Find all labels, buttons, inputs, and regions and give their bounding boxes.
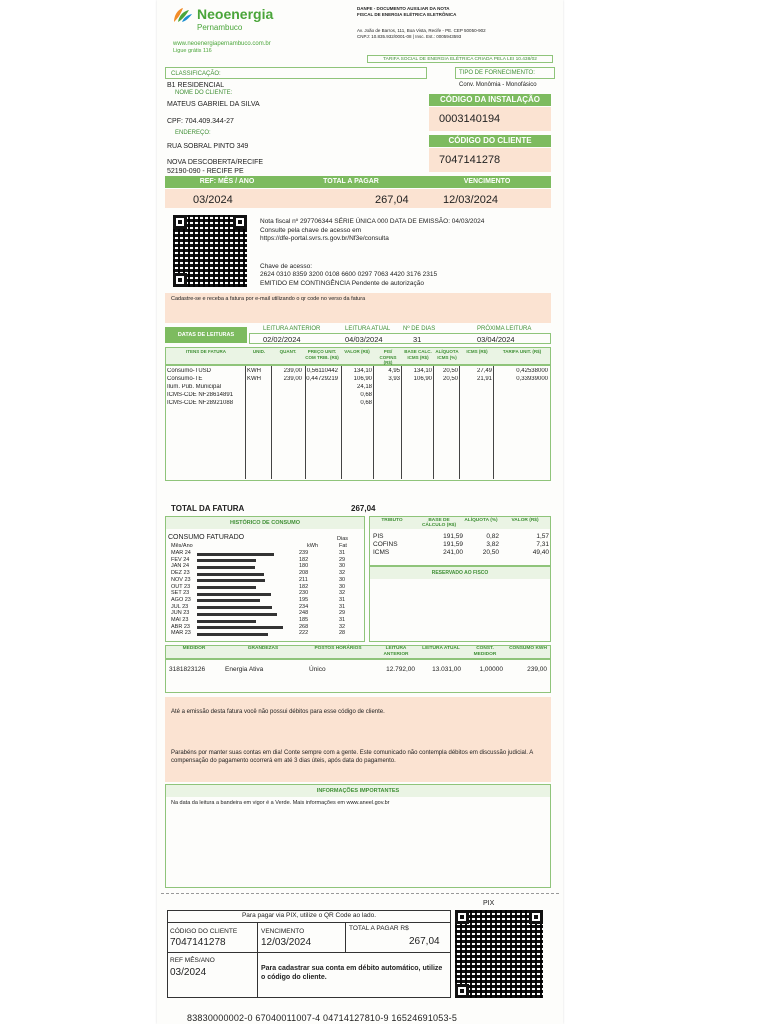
nf-line2: Consulte pela chave de acesso em [260, 227, 362, 234]
historico-bar [197, 566, 255, 569]
total-label: TOTAL A PAGAR [323, 178, 379, 185]
tributo-cell: 3,82 [486, 541, 499, 548]
codigo-cliente-value: 7047141278 [439, 154, 501, 166]
tributo-cell: ICMS [373, 549, 390, 556]
items-col-header: ITENS DE FATURA [186, 349, 226, 354]
stub-vdiv-2 [345, 922, 346, 952]
medidor-cell: 3181823126 [169, 666, 206, 673]
items-cell: 239,00 [283, 376, 302, 382]
items-col-divider [271, 366, 272, 479]
historico-dias: 30 [339, 563, 346, 570]
stub-total-label: TOTAL A PAGAR R$ [349, 925, 409, 932]
proxima-label: PRÓXIMA LEITURA [477, 326, 532, 332]
bandeira-notice: Na data da leitura a bandeira em vigor é a Verde. Mais informações em www.aneel.gov.br [171, 800, 390, 806]
danfe-line2: FISCAL DE ENERGIA ELÉTRICA ELETRÔNICA [357, 12, 457, 17]
chave-label: Chave de acesso: [260, 263, 313, 270]
historico-kwh: 234 [299, 603, 309, 610]
nome-value: MATEUS GABRIEL DA SILVA [167, 101, 260, 108]
medidor-col-header: MEDIDOR [182, 646, 206, 651]
tributo-col-header: VALOR (R$) [511, 518, 539, 523]
leitura-anterior-label: LEITURA ANTERIOR [263, 326, 321, 332]
historico-dias: 31 [339, 617, 346, 623]
tributo-col-header: TRIBUTO [381, 518, 403, 523]
tributos-header [370, 517, 550, 529]
mes-ano-label: Mês/Ano [171, 543, 193, 549]
items-col-header: ALÍQUOTA ICMS (%) [435, 349, 459, 360]
items-cell: ICMS-CDE NF28614891 [167, 392, 234, 398]
nf-url[interactable]: https://dfe-portal.svrs.rs.gov.br/Nf3e/consulta [260, 235, 389, 242]
total-fatura-value: 267,04 [351, 504, 376, 513]
items-cell: 134,10 [413, 368, 432, 374]
historico-dias: 29 [339, 610, 346, 617]
proxima-value: 03/04/2024 [477, 335, 515, 344]
items-cell: KWH [247, 368, 261, 374]
brand-logo [171, 6, 193, 29]
tributo-col-header: BASE DE CÁLCULO (R$) [421, 518, 457, 528]
tributo-cell: 1,57 [536, 533, 549, 540]
tributo-cell: 49,40 [532, 549, 549, 556]
items-cell: 0,56110442 [306, 368, 338, 374]
total-fatura-label: TOTAL DA FATURA [171, 504, 245, 513]
items-col-header: QUANT. [279, 349, 297, 354]
tributo-cell: 191,59 [443, 541, 463, 548]
ref-value: 03/2024 [193, 194, 233, 206]
cut-line [161, 893, 559, 894]
medidor-header [165, 645, 551, 659]
items-cell: 106,90 [353, 376, 372, 382]
leitura-anterior-value: 02/02/2024 [263, 335, 301, 344]
historico-bar [197, 559, 256, 562]
kwh-label: kWh [307, 543, 318, 549]
dias-label: Nº DE DIAS [403, 326, 436, 332]
leitura-atual-label: LEITURA ATUAL [345, 326, 391, 332]
stub-divider-2 [167, 952, 451, 953]
info-title: INFORMAÇÕES IMPORTANTES [166, 785, 550, 797]
stub-venc-value: 12/03/2024 [261, 937, 312, 948]
items-cell: Consumo-TUSD [167, 368, 212, 374]
items-col-header: PIS/ COFINS (R$) [379, 349, 397, 365]
historico-kwh: 180 [299, 563, 309, 570]
items-cell: Consumo-TE [167, 376, 203, 382]
venc-label: VENCIMENTO [463, 178, 511, 185]
tipo-value: Conv. Monômia - Monofásico [459, 82, 537, 88]
items-cell: 3,93 [388, 376, 400, 382]
pix-label: PIX [483, 900, 495, 907]
historico-title: HISTÓRICO DE CONSUMO [166, 517, 364, 529]
codigo-instalacao-label: CÓDIGO DA INSTALAÇÃO [429, 94, 551, 106]
items-col-header: VALOR (R$) [344, 349, 370, 354]
historico-month: JUL 23 [171, 603, 189, 610]
items-cell: 27,49 [476, 368, 492, 374]
ref-label: REF: MÊS / ANO [199, 178, 255, 185]
historico-month: FEV 24 [171, 556, 190, 563]
historico-dias: 32 [339, 590, 346, 597]
fisco-label: RESERVADO AO FISCO [370, 567, 550, 579]
items-cell: 21,91 [476, 376, 492, 382]
nome-label: NOME DO CLIENTE: [175, 90, 233, 96]
historico-bar [197, 573, 264, 576]
items-col-divider [493, 366, 494, 479]
historico-dias: 29 [339, 556, 346, 563]
medidor-col-header: CONSUMO KWH [509, 646, 547, 651]
historico-kwh: 211 [299, 576, 308, 583]
consumo-faturado-label: CONSUMO FATURADO [168, 534, 245, 541]
historico-month: SET 23 [171, 590, 190, 597]
items-cell: 0,33939000 [516, 376, 548, 382]
items-cell: Ilum. Púb. Municipal [167, 384, 222, 390]
historico-bar [197, 579, 265, 582]
tipo-label: TIPO DE FORNECIMENTO: [459, 70, 535, 76]
medidor-col-header: LEITURA ATUAL [422, 646, 460, 651]
historico-kwh: 195 [299, 596, 309, 603]
historico-kwh: 239 [299, 550, 309, 556]
tributo-cell: 241,00 [443, 549, 463, 556]
historico-bar [197, 606, 272, 609]
medidor-col-header: LEITURA ANTERIOR [383, 646, 409, 657]
historico-dias: 32 [339, 570, 346, 577]
items-cell: 239,00 [283, 368, 302, 374]
items-cell: 0,68 [360, 400, 372, 406]
venc-value: 12/03/2024 [443, 194, 499, 206]
phone: Ligue grátis 116 [173, 48, 212, 54]
historico-month: MAR 24 [171, 550, 191, 556]
items-cell: 4,95 [388, 368, 400, 374]
items-header [165, 349, 551, 363]
brand-sub: Pernambuco [197, 23, 243, 32]
medidor-cell: Único [309, 666, 326, 673]
stub-ref-label: REF MÊS/ANO [170, 957, 215, 964]
stub-box [167, 910, 451, 998]
historico-dias: 30 [339, 583, 346, 590]
historico-month: JUN 23 [171, 610, 190, 617]
invoice-page [157, 0, 563, 1024]
stub-venc-label: VENCIMENTO [261, 928, 305, 935]
tributo-col-header: ALÍQUOTA (%) [464, 518, 498, 523]
historico-kwh: 222 [299, 630, 309, 637]
datas-label: DATAS DE LEITURAS [165, 327, 247, 343]
historico-kwh: 208 [299, 570, 309, 577]
medidor-cell: 239,00 [527, 666, 547, 673]
stub-vdiv-3 [257, 952, 258, 998]
stub-debito-notice: Para cadastrar sua conta em débito automático, utilize o código do cliente. [261, 965, 443, 981]
items-cell: 0,42538000 [516, 368, 548, 374]
classificacao-value: B1 RESIDENCIAL [167, 82, 225, 89]
danfe-line1: DANFE - DOCUMENTO AUXILIAR DA NOTA [357, 6, 450, 11]
historico-month: ABR 23 [171, 623, 190, 630]
historico-month: AGO 23 [171, 596, 191, 603]
barcode-digits[interactable]: 83830000002-0 67040011007-4 04714127810-9 16524691053-5 [187, 1013, 458, 1023]
historico-kwh: 230 [299, 590, 309, 597]
email-notice: Cadastre-se e receba a fatura por e-mail utilizando o qr code no verso da fatura [171, 296, 366, 302]
nf-qr-code[interactable] [173, 215, 247, 287]
items-cell: 106,90 [413, 376, 432, 382]
dias-value: 31 [413, 335, 422, 344]
medidor-col-header: CONST. MEDIDOR [473, 646, 497, 657]
pix-qr-code[interactable] [455, 910, 543, 998]
cpf-value: CPF: 704.409.344-27 [167, 118, 234, 125]
stub-vdiv-1 [257, 922, 258, 952]
items-col-divider [401, 366, 402, 479]
medidor-cell: Energia Ativa [225, 666, 264, 673]
tributo-cell: COFINS [373, 541, 398, 548]
items-cell: 0,44729219 [306, 376, 338, 382]
leaf-icon [171, 6, 193, 24]
pix-notice: Para pagar via PIX, utilize o QR Code ao lado. [241, 912, 377, 919]
stub-divider-1 [167, 922, 451, 923]
historico-month: OUT 23 [171, 583, 191, 590]
historico-bar [197, 599, 260, 602]
historico-kwh: 182 [299, 583, 309, 590]
items-col-divider [433, 366, 434, 479]
historico-month: MAI 23 [171, 617, 189, 623]
historico-month: NOV 23 [171, 576, 191, 583]
items-col-header: BASE CALC. ICMS (R$) [404, 349, 432, 360]
items-cell: 20,50 [442, 368, 458, 374]
debitos-notice: Até a emissão desta fatura você não possui débitos para esse código de cliente. [171, 709, 385, 715]
items-cell: 0,68 [360, 392, 372, 398]
contingencia: EMITIDO EM CONTINGÊNCIA Pendente de autorização [260, 280, 425, 287]
historico-kwh: 182 [299, 556, 309, 563]
historico-bar [197, 586, 256, 589]
items-cell: 134,10 [353, 368, 372, 374]
endereco-line1: RUA SOBRAL PINTO 349 [167, 143, 249, 150]
historico-dias: 31 [339, 603, 346, 610]
stub-total-value: 267,04 [409, 936, 440, 947]
stub-ref-value: 03/2024 [170, 967, 207, 978]
items-col-header: UNID. [252, 349, 266, 354]
historico-bar [197, 553, 274, 556]
parabens-notice: Parabéns por manter suas contas em dia! Conte sempre com a gente. Este comunicado não contempla débitos em discussão judicial. A compensação do pagamento ocorrerá em até 3 dias úteis, após data do pagamento. [171, 750, 533, 764]
items-col-header: ICMS (R$) [466, 349, 488, 354]
historico-month: JAN 24 [171, 563, 190, 570]
codigo-instalacao-value: 0003140194 [439, 113, 501, 125]
company-address: Av. João de Barros, 111, Boa Vista, Recife - PE. CEP 50050-902 [357, 28, 486, 33]
codigo-cliente-label: CÓDIGO DO CLIENTE [429, 135, 551, 147]
historico-bar [197, 633, 268, 636]
items-col-divider [459, 366, 460, 479]
historico-bar [197, 613, 277, 616]
stub-codigo-label: CÓDIGO DO CLIENTE [170, 928, 238, 935]
items-cell: 24,18 [356, 384, 372, 390]
stub-codigo-value: 7047141278 [170, 937, 226, 948]
medidor-cell: 1,00000 [479, 666, 503, 673]
chave-value: 2624 0310 8359 3200 0108 6600 0297 7063 4420 3176 2315 [260, 271, 438, 278]
endereco-line2: NOVA DESCOBERTA/RECIFE [167, 159, 264, 166]
historico-bar [197, 620, 256, 623]
items-col-header: TARIFA UNIT. (R$) [502, 349, 542, 354]
items-cell: KWH [247, 376, 261, 382]
tributo-cell: PIS [373, 533, 384, 540]
items-col-divider [373, 366, 374, 479]
tarifa-social: TARIFA SOCIAL DE ENERGIA ELÉTRICA CRIADA PELA LEI 10.438/02 [367, 55, 553, 63]
medidor-body [165, 659, 551, 693]
endereco-line3: 52190-090 - RECIFE PE [167, 168, 244, 175]
tributo-cell: 191,59 [443, 533, 463, 540]
historico-kwh: 248 [299, 610, 309, 617]
historico-dias: 31 [339, 550, 346, 556]
dias-col-label: Dias [337, 536, 349, 542]
medidor-col-header: POSTOS HORÁRIOS [314, 646, 362, 651]
tributo-cell: 20,50 [482, 549, 499, 556]
tributo-cell: 0,82 [486, 533, 499, 540]
items-cell: ICMS-CDE NF28921088 [167, 400, 234, 406]
historico-dias: 30 [339, 576, 346, 583]
historico-month: MAR 23 [171, 630, 191, 637]
medidor-cell: 13.031,00 [432, 666, 461, 673]
historico-dias: 28 [339, 630, 346, 637]
historico-kwh: 268 [299, 623, 309, 630]
historico-bar [197, 626, 283, 629]
historico-month: DEZ 23 [171, 570, 190, 577]
tributo-cell: 7,31 [536, 541, 549, 548]
website-link[interactable]: www.neoenergiapernambuco.com.br [173, 41, 271, 47]
items-col-header: PREÇO UNIT. COM TRIB. (R$) [305, 349, 339, 360]
medidor-cell: 12.792,00 [386, 666, 415, 673]
historico-dias: 32 [339, 623, 346, 630]
fat-col-label: Fat [339, 543, 347, 549]
historico-dias: 31 [339, 596, 346, 603]
brand-name: Neoenergia [197, 6, 274, 22]
company-cnpj: CNPJ: 10.835.932/0001-08 | Insc. Est.: 0005943593 [357, 34, 462, 39]
items-cell: 20,50 [442, 376, 458, 382]
historico-bar [197, 593, 271, 596]
classificacao-label: CLASSIFICAÇÃO: [171, 71, 221, 77]
leitura-atual-value: 04/03/2024 [345, 335, 383, 344]
items-col-divider [245, 366, 246, 479]
total-value: 267,04 [375, 194, 409, 206]
medidor-col-header: GRANDEZAS [247, 646, 279, 651]
nf-line1: Nota fiscal nº 297706344 SÉRIE ÚNICA 000 DATA DE EMISSÃO: 04/03/2024 [260, 218, 485, 225]
historico-kwh: 185 [299, 617, 309, 623]
endereco-label: ENDEREÇO: [175, 130, 211, 136]
